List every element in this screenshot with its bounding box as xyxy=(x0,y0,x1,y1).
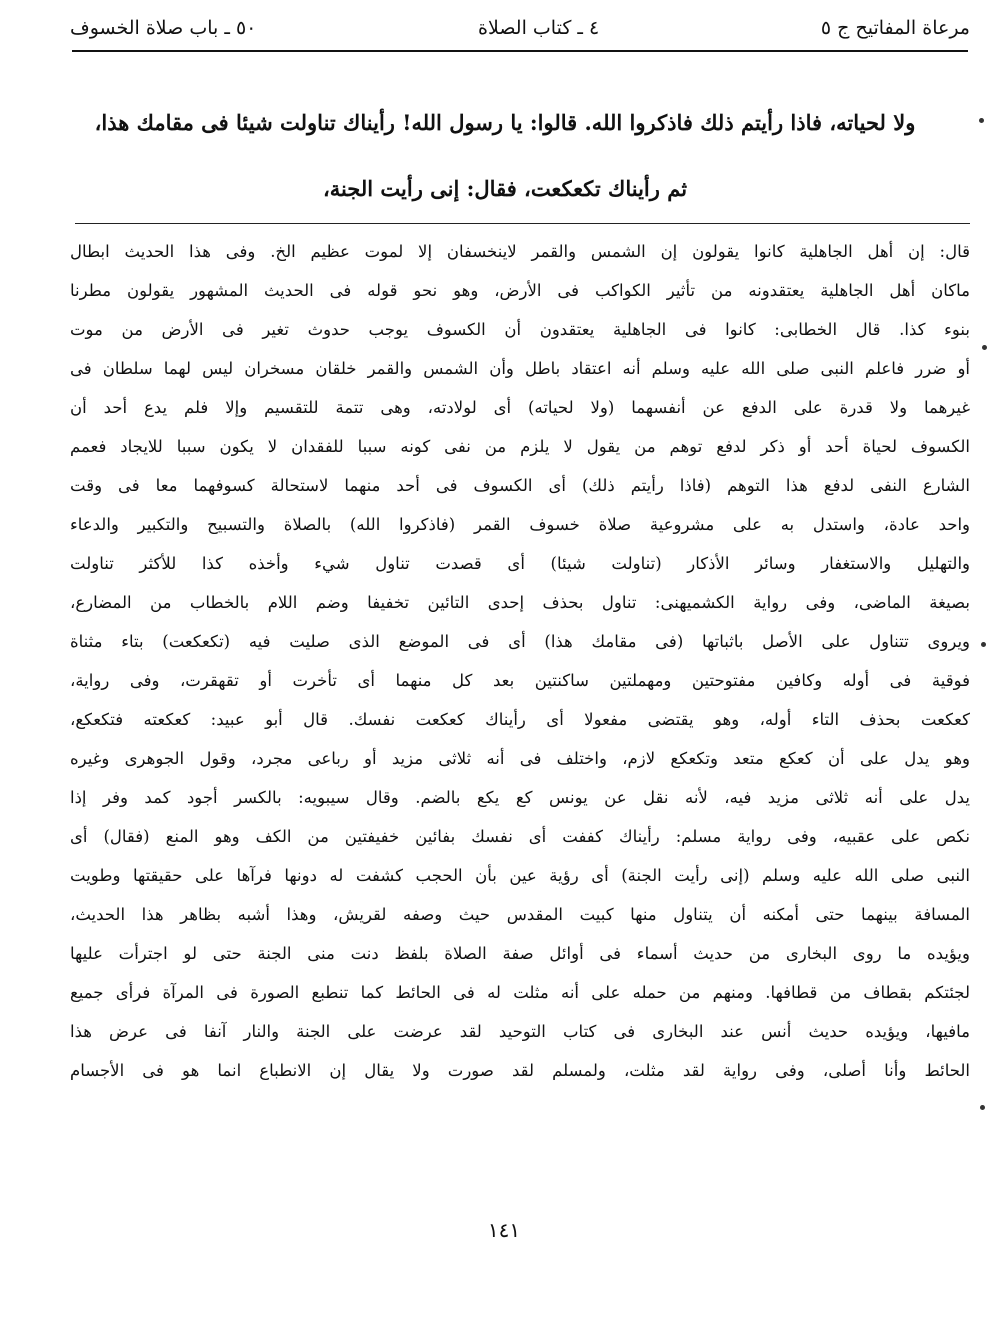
commentary-line: ماكان أهل الجاهلية يعتقدونه من تأثير الكواكب فى الأرض، وهو نحو قوله فى الحديث المشهور يقولون مطرنا xyxy=(70,281,970,300)
commentary-line: أو ضرر فاعلم النبى صلى الله عليه وسلم أنه اعتقاد باطل وأن الشمس والقمر خلقان مسخران ليس لهما سلطان فى xyxy=(70,359,970,378)
hadith-line: ثم رأيناك تكعكعت، فقال: إنى رأيت الجنة، xyxy=(322,176,688,201)
commentary-line: بصيغة الماضى، وفى رواية الكشميهنى: تناول بحذف إحدى التائين تخفيفا وضم اللام بالخطاب من المضارع، xyxy=(70,593,970,612)
commentary-text xyxy=(70,232,970,1090)
margin-dot xyxy=(981,642,986,647)
header-rule xyxy=(72,50,968,52)
commentary-line: بنوء كذا. قال الخطابى: كانوا فى الجاهلية يعتقدون أن الكسوف يوجب حدوث تغير فى الأرض من موت xyxy=(70,320,970,339)
hadith-line: ولا لحياته، فاذا رأيتم ذلك فاذكروا الله. قالوا: يا رسول الله! رأيناك تناولت شيئا فى مقامك هذا، xyxy=(94,110,916,135)
commentary-line: نكص على عقبيه، وفى رواية مسلم: رأيناك كففت أى نفسك بفائين خفيفتين من الكف وهو المنع (فقال) أى xyxy=(70,827,970,846)
header-section: ٥٠ ـ باب صلاة الخسوف xyxy=(70,17,257,39)
commentary-line: النبى صلى الله عليه وسلم (إنى رأيت الجنة) أى رؤية عين بأن الحجب كشفت له دونها فرآها على حقيقتها وطويت xyxy=(70,866,970,885)
commentary-line: والتهليل والاستغفار وسائر الأذكار (تناولت شيئا) أى قصدت تناول شيء وأخذه كذا للأكثر تناولت xyxy=(70,554,970,573)
commentary-line: واحد عادة، واستدل به على مشروعية صلاة خسوف القمر (فاذكروا الله) بالصلاة والتسبيح والتكبير والدعاء xyxy=(70,515,970,534)
header-chapter: ٤ ـ كتاب الصلاة xyxy=(478,17,600,39)
commentary-line: ويروى تتناول على الأصل باثباتها (فى مقامك هذا) أى فى الموضع الذى صليت فيه (تكعكعت) بتاء مثناة xyxy=(70,632,970,651)
commentary-line: ويؤيده ما روى البخارى من حديث أسماء فى أوائل صفة الصلاة بلفظ دنت منى الجنة حتى لو اجترأت عليها xyxy=(70,944,970,963)
margin-dot xyxy=(982,345,987,350)
header-book-title: مرعاة المفاتيح ج ٥ xyxy=(820,17,970,39)
hadith-text xyxy=(55,90,955,222)
commentary-line: فوقية فى أوله وكافين مفتوحتين ومهملتين ساكنتين بعد كل منهما أى تأخرت أو تقهقرت، وفى رواية، xyxy=(70,671,970,690)
commentary-line: كعكعت بحذف التاء أوله، وهو يقتضى مفعولا أى رأيناك كعكعت نفسك. قال أبو عبيد: كعكعته فتكعكع، xyxy=(70,710,970,729)
running-header xyxy=(70,8,970,48)
commentary-line: الحائط وأنا أصلى، وفى رواية لقد مثلت، ولمسلم لقد صورت ولا يقال إن الانطباع انما هو فى الأجسام xyxy=(70,1061,970,1080)
commentary-line: لجئتكم بقطاف من قطافها. ومنهم من حمله على أنه مثلت له فى الحائط كما تنطبع الصورة فى المرآة فرأى جميع xyxy=(70,983,970,1002)
margin-dot xyxy=(980,1105,985,1110)
commentary-line: يدل على أنه ثلاثى مزيد فيه، لأنه نقل عن يونس كع يكع بالضم. وقال سيبويه: بالكسر أجود كمد وفر إذا xyxy=(70,788,970,807)
commentary-line: وهو يدل على أن كعكع متعد وتكعكع لازم، واختلف فى أنه ثلاثى مزيد أو رباعى مجرد، وقول الجوهرى وغيره xyxy=(70,749,970,768)
commentary-line: المسافة بينهما حتى أمكنه أن يتناول منها كبيت المقدس حيث وصفه لقريش، وهذا أشبه بظاهر هذا الحديث، xyxy=(70,905,970,924)
commentary-line: الشارع النفى لدفع هذا التوهم (فاذا رأيتم ذلك) أى الكسوف فى أحد منهما لاستحالة كسوفهما معا فى وقت xyxy=(70,476,970,495)
section-divider xyxy=(75,223,970,224)
page-number: ١٤١ xyxy=(487,1218,521,1242)
commentary-line: الكسوف لحياة أحد أو ذكر لدفع توهم من يقول لا يلزم من نفى كونه سببا للفقدان لا يكون سببا للايجاد فعمم xyxy=(70,437,970,456)
commentary-line: مافيها، ويؤيده حديث أنس عند البخارى فى كتاب التوحيد لقد عرضت على الجنة والنار آنفا فى عرض هذا xyxy=(70,1022,970,1041)
commentary-line: قال: إن أهل الجاهلية كانوا يقولون إن الشمس والقمر لاينخسفان إلا لموت عظيم الخ. وفى هذا الحديث ابطال xyxy=(70,242,970,261)
commentary-line: غيرهما ولا قدرة على الدفع عن أنفسهما (ولا لحياته) أى لولادته، وهى تتمة للتقسيم وإلا فلم يدع أحد أن xyxy=(70,398,970,417)
margin-dot xyxy=(979,118,984,123)
